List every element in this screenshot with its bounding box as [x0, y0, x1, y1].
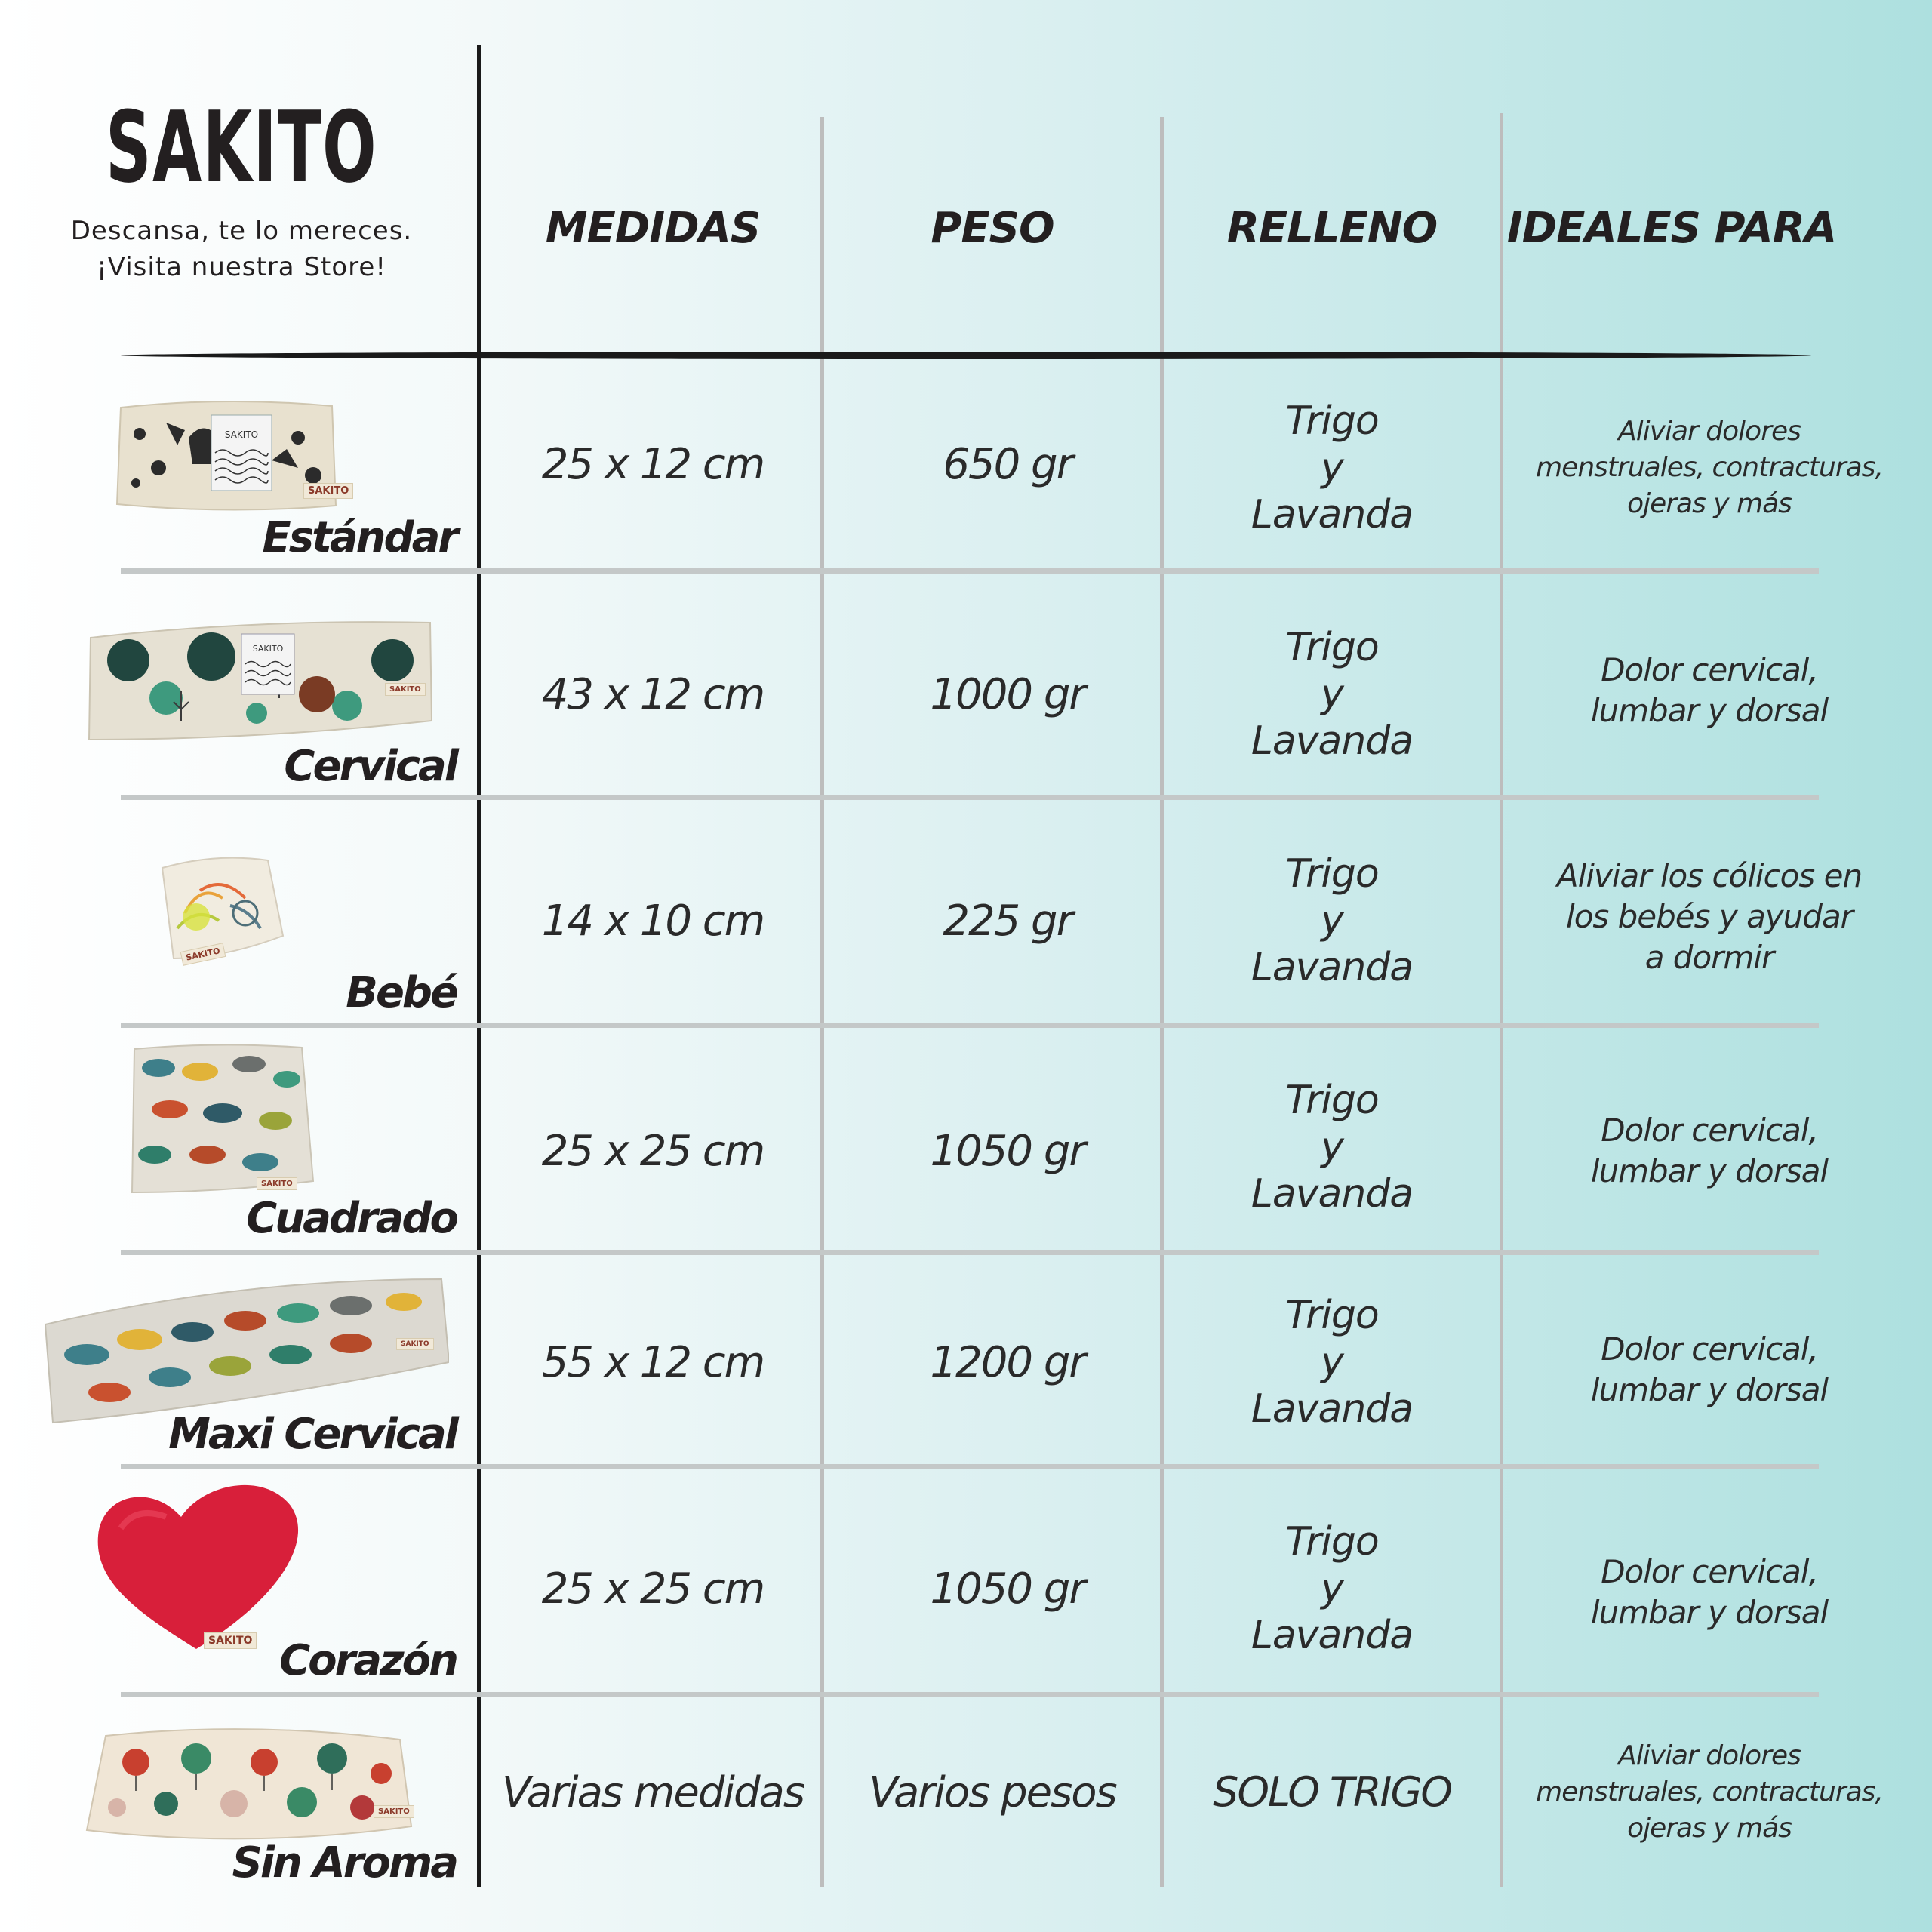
ideal-line: lumbar y dorsal	[1590, 692, 1829, 729]
product-image-bebe	[155, 845, 287, 974]
header-medidas: MEDIDAS	[545, 204, 761, 253]
cell-peso: 1000 gr	[930, 669, 1085, 719]
ideal-line: Aliviar dolores	[1618, 1740, 1801, 1771]
product-name-bebe: Bebé	[346, 968, 457, 1017]
svg-text:SAKITO: SAKITO	[252, 644, 284, 654]
ideal-line: ojeras y más	[1627, 1813, 1792, 1844]
relleno-line: Trigo	[1285, 625, 1379, 670]
relleno-line: Lavanda	[1251, 492, 1414, 537]
sakito-label-tag: SAKITO	[385, 683, 426, 696]
product-image-cervical	[83, 608, 438, 751]
cell-peso: 650 gr	[943, 439, 1072, 489]
product-image-estandar	[106, 392, 347, 521]
cell-medidas: 25 x 12 cm	[541, 439, 764, 489]
cell-ideal	[1506, 581, 1913, 800]
ideal-line: a dormir	[1644, 939, 1774, 976]
ideal-line: los bebés y ayudar	[1566, 898, 1853, 935]
product-name-corazon: Corazón	[279, 1636, 457, 1685]
relleno-line: y	[1321, 898, 1343, 943]
ideal-line: Dolor cervical,	[1601, 651, 1818, 688]
sakito-label-tag: SAKITO	[180, 943, 226, 966]
relleno-line: y	[1321, 1566, 1343, 1611]
ideal-line: Aliviar dolores	[1618, 416, 1801, 447]
relleno-line: Lavanda	[1251, 945, 1414, 990]
divider-main-vertical	[477, 45, 481, 1887]
ideal-line: lumbar y dorsal	[1590, 1152, 1829, 1189]
cell-ideal	[1506, 804, 1913, 1030]
tagline-line-1: Descansa, te lo mereces.	[70, 216, 413, 246]
sakito-label-tag: SAKITO	[303, 483, 353, 499]
cell-medidas: 25 x 25 cm	[541, 1126, 764, 1176]
cell-relleno	[1162, 1475, 1502, 1702]
header-ideales: IDEALES PARA	[1506, 204, 1837, 253]
relleno-line: Trigo	[1285, 1519, 1379, 1564]
ideal-line: menstruales, contracturas,	[1536, 1777, 1883, 1807]
cell-relleno	[1162, 1249, 1502, 1475]
relleno-line: y	[1321, 1124, 1343, 1170]
ideal-line: lumbar y dorsal	[1590, 1594, 1829, 1631]
product-name-cervical: Cervical	[284, 742, 457, 791]
relleno-line: Lavanda	[1251, 718, 1414, 764]
cell-relleno: SOLO TRIGO	[1213, 1768, 1451, 1816]
relleno-line: Lavanda	[1251, 1171, 1414, 1217]
cell-medidas: 25 x 25 cm	[541, 1564, 764, 1614]
cell-ideal	[1506, 355, 1913, 581]
sakito-label-tag: SAKITO	[204, 1632, 257, 1649]
cell-ideal	[1506, 1698, 1913, 1887]
cell-peso: Varios pesos	[869, 1767, 1116, 1817]
relleno-line: Lavanda	[1251, 1386, 1414, 1432]
ideal-line: Dolor cervical,	[1601, 1112, 1818, 1149]
product-name-estandar: Estándar	[262, 513, 457, 562]
cell-medidas: 14 x 10 cm	[541, 896, 764, 946]
sakito-label-tag: SAKITO	[257, 1177, 297, 1190]
cell-peso: 225 gr	[943, 896, 1072, 946]
product-name-sin-aroma: Sin Aroma	[232, 1838, 457, 1887]
cell-relleno	[1162, 355, 1502, 581]
cell-relleno	[1162, 581, 1502, 808]
cell-medidas: 55 x 12 cm	[541, 1337, 764, 1387]
cell-ideal	[1506, 1257, 1913, 1483]
product-name-maxi-cervical: Maxi Cervical	[168, 1410, 457, 1459]
relleno-line: y	[1321, 672, 1343, 717]
relleno-line: Trigo	[1285, 851, 1379, 897]
cell-medidas: 43 x 12 cm	[541, 669, 764, 719]
ideal-line: lumbar y dorsal	[1590, 1371, 1829, 1408]
brand-tagline	[45, 213, 438, 285]
ideal-line: Dolor cervical,	[1601, 1331, 1818, 1367]
cell-peso: 1200 gr	[930, 1337, 1085, 1387]
cell-ideal	[1506, 1038, 1913, 1264]
cell-medidas: Varias medidas	[501, 1767, 804, 1817]
product-name-cuadrado: Cuadrado	[246, 1194, 457, 1243]
ideal-line: Dolor cervical,	[1601, 1553, 1818, 1590]
cell-relleno	[1162, 808, 1502, 1034]
product-image-corazon	[91, 1475, 309, 1657]
tagline-line-2: ¡Visita nuestra Store!	[97, 252, 386, 282]
ideal-line: menstruales, contracturas,	[1536, 452, 1883, 483]
sakito-label-tag: SAKITO	[396, 1338, 434, 1350]
ideal-line: Aliviar los cólicos en	[1556, 857, 1863, 894]
relleno-line: Lavanda	[1251, 1613, 1414, 1658]
cell-peso: 1050 gr	[930, 1564, 1085, 1614]
ideal-line: ojeras y más	[1627, 488, 1792, 519]
relleno-line: Trigo	[1285, 398, 1379, 444]
cell-peso: 1050 gr	[930, 1126, 1085, 1176]
relleno-line: Trigo	[1285, 1293, 1379, 1338]
cell-relleno	[1162, 1034, 1502, 1260]
relleno-line: Trigo	[1285, 1078, 1379, 1123]
brand-logo: SAKITO	[105, 90, 378, 205]
product-image-maxi-cervical	[42, 1272, 449, 1430]
relleno-line: y	[1321, 445, 1343, 491]
cell-ideal	[1506, 1479, 1913, 1706]
header-peso: PESO	[931, 204, 1054, 253]
relleno-line: y	[1321, 1340, 1343, 1385]
product-image-sin-aroma	[83, 1721, 415, 1849]
header-relleno: RELLENO	[1226, 204, 1438, 253]
sakito-label-tag: SAKITO	[374, 1805, 414, 1818]
svg-text:SAKITO: SAKITO	[224, 429, 259, 440]
product-image-cuadrado	[128, 1041, 317, 1200]
